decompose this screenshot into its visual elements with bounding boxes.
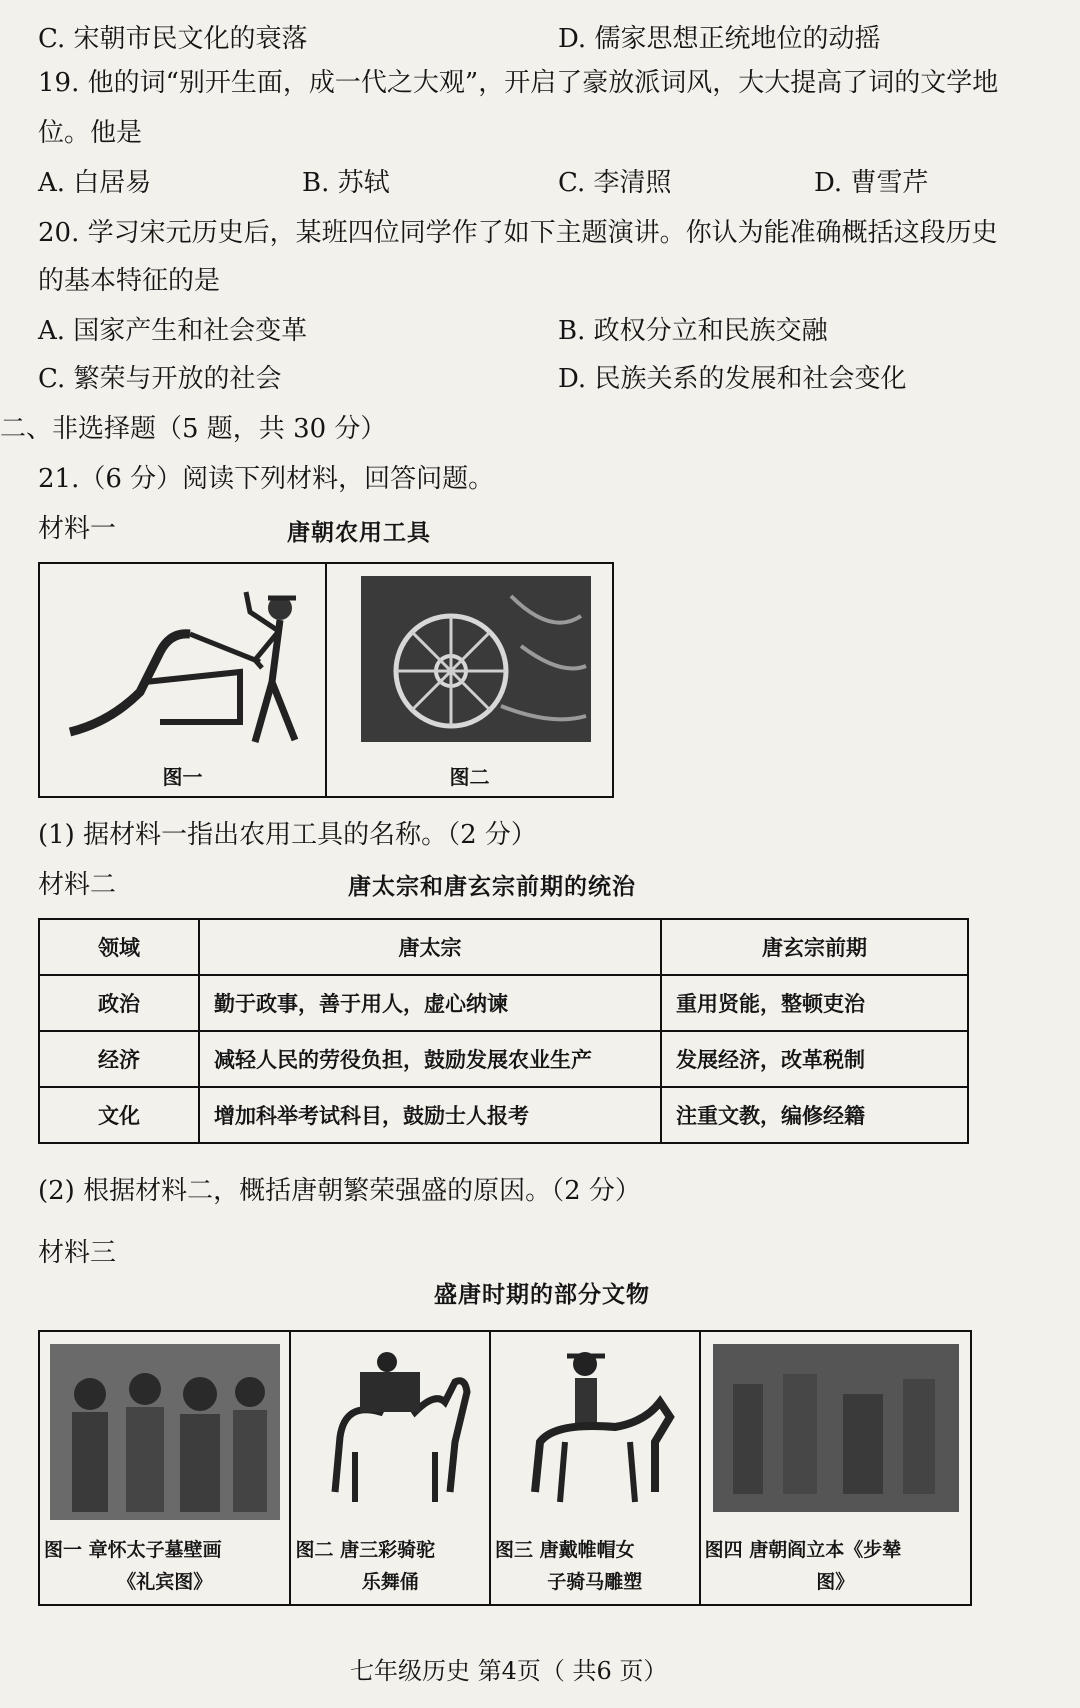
table-cell: 勤于政事，善于用人，虚心纳谏: [199, 975, 661, 1031]
plow-illustration: [50, 572, 320, 762]
material-one-title: 唐朝农用工具: [287, 519, 431, 546]
q19-option-c: C. 李清照: [558, 168, 672, 198]
table-cell: 文化: [39, 1087, 199, 1143]
section-two-heading: 二、非选择题（5 题，共 30 分）: [0, 414, 387, 444]
figure-mural: [40, 1332, 291, 1604]
waterwheel-image: [361, 576, 591, 742]
table-cell: 经济: [39, 1031, 199, 1087]
table-row: [39, 1087, 968, 1143]
camel-icon: [295, 1342, 485, 1522]
material-two-title: 唐太宗和唐玄宗前期的统治: [348, 873, 636, 900]
q21-sub-question-1: (1) 据材料一指出农用工具的名称。（2 分）: [38, 820, 537, 850]
q20-option-d: D. 民族关系的发展和社会变化: [558, 364, 907, 394]
q18-option-d: D. 儒家思想正统地位的动摇: [558, 24, 881, 54]
figure-horse-rider: [491, 1332, 701, 1604]
material-two-label: 材料二: [38, 870, 117, 900]
q20-option-a: A. 国家产生和社会变革: [38, 316, 308, 346]
material-one-label: 材料一: [38, 514, 117, 544]
table-header-cell: 唐玄宗前期: [661, 919, 968, 975]
waterwheel-icon: [361, 576, 591, 742]
q21-intro: 21.（6 分）阅读下列材料，回答问题。: [38, 464, 495, 494]
table-header-row: [39, 919, 968, 975]
figure-four-caption-line2: 图》: [816, 1571, 855, 1593]
page-footer: 七年级历史 第4页（ 共6 页）: [350, 1657, 668, 1685]
table-cell: 发展经济，改革税制: [661, 1031, 968, 1087]
figure-one-caption-line2: 《礼宾图》: [117, 1571, 213, 1593]
q20-option-c: C. 繁荣与开放的社会: [38, 364, 282, 394]
q19-stem-line2: 位。他是: [38, 118, 143, 148]
figure-plow: [40, 564, 327, 796]
q19-option-a: A. 白居易: [38, 168, 152, 198]
table-cell: 重用贤能，整顿吏治: [661, 975, 968, 1031]
q20-option-b: B. 政权分立和民族交融: [558, 316, 828, 346]
material-three-title: 盛唐时期的部分文物: [434, 1281, 650, 1308]
figure-camel-figurine: [291, 1332, 491, 1604]
figure-two-caption-line1: 图二 唐三彩骑驼: [295, 1539, 436, 1561]
figure-one-caption-line1: 图一 章怀太子墓壁画: [44, 1539, 222, 1561]
table-row: [39, 1031, 968, 1087]
material-three-figure-box: [38, 1330, 972, 1606]
mural-image: [50, 1344, 280, 1520]
figure-three-caption-line1: 图三 唐戴帷帽女: [495, 1539, 635, 1561]
material-one-figure-box: [38, 562, 614, 798]
table-cell: 政治: [39, 975, 199, 1031]
q21-sub-question-2: (2) 根据材料二，概括唐朝繁荣强盛的原因。（2 分）: [38, 1176, 641, 1206]
horse-rider-icon: [495, 1342, 695, 1522]
material-three-label: 材料三: [38, 1238, 117, 1268]
q18-option-c: C. 宋朝市民文化的衰落: [38, 24, 308, 54]
table-cell: 增加科举考试科目，鼓励士人报考: [199, 1087, 661, 1143]
q19-stem-line1: 19. 他的词“别开生面，成一代之大观”，开启了豪放派词风，大大提高了词的文学地: [38, 68, 999, 98]
q19-option-b: B. 苏轼: [302, 168, 390, 198]
material-two-table: [38, 918, 969, 1144]
figure-waterwheel: [327, 564, 612, 796]
q20-stem-line2: 的基本特征的是: [38, 266, 221, 296]
figure-two-caption: 图二: [449, 765, 490, 789]
mural-figures-icon: [50, 1344, 280, 1520]
figure-painting: [701, 1332, 970, 1604]
figure-two-caption-line2: 乐舞俑: [361, 1571, 419, 1593]
table-cell: 减轻人民的劳役负担，鼓励发展农业生产: [199, 1031, 661, 1087]
figure-four-caption-line1: 图四 唐朝阎立本《步辇: [704, 1539, 902, 1561]
table-cell: 注重文教，编修经籍: [661, 1087, 968, 1143]
figure-one-caption: 图一: [162, 765, 203, 789]
q20-stem-line1: 20. 学习宋元历史后，某班四位同学作了如下主题演讲。你认为能准确概括这段历史: [38, 218, 998, 248]
table-header-cell: 领域: [39, 919, 199, 975]
painting-texture-icon: [713, 1344, 959, 1512]
table-header-cell: 唐太宗: [199, 919, 661, 975]
painting-image: [713, 1344, 959, 1512]
table-row: [39, 975, 968, 1031]
q19-option-d: D. 曹雪芹: [814, 168, 929, 198]
figure-three-caption-line2: 子骑马雕塑: [547, 1571, 643, 1593]
